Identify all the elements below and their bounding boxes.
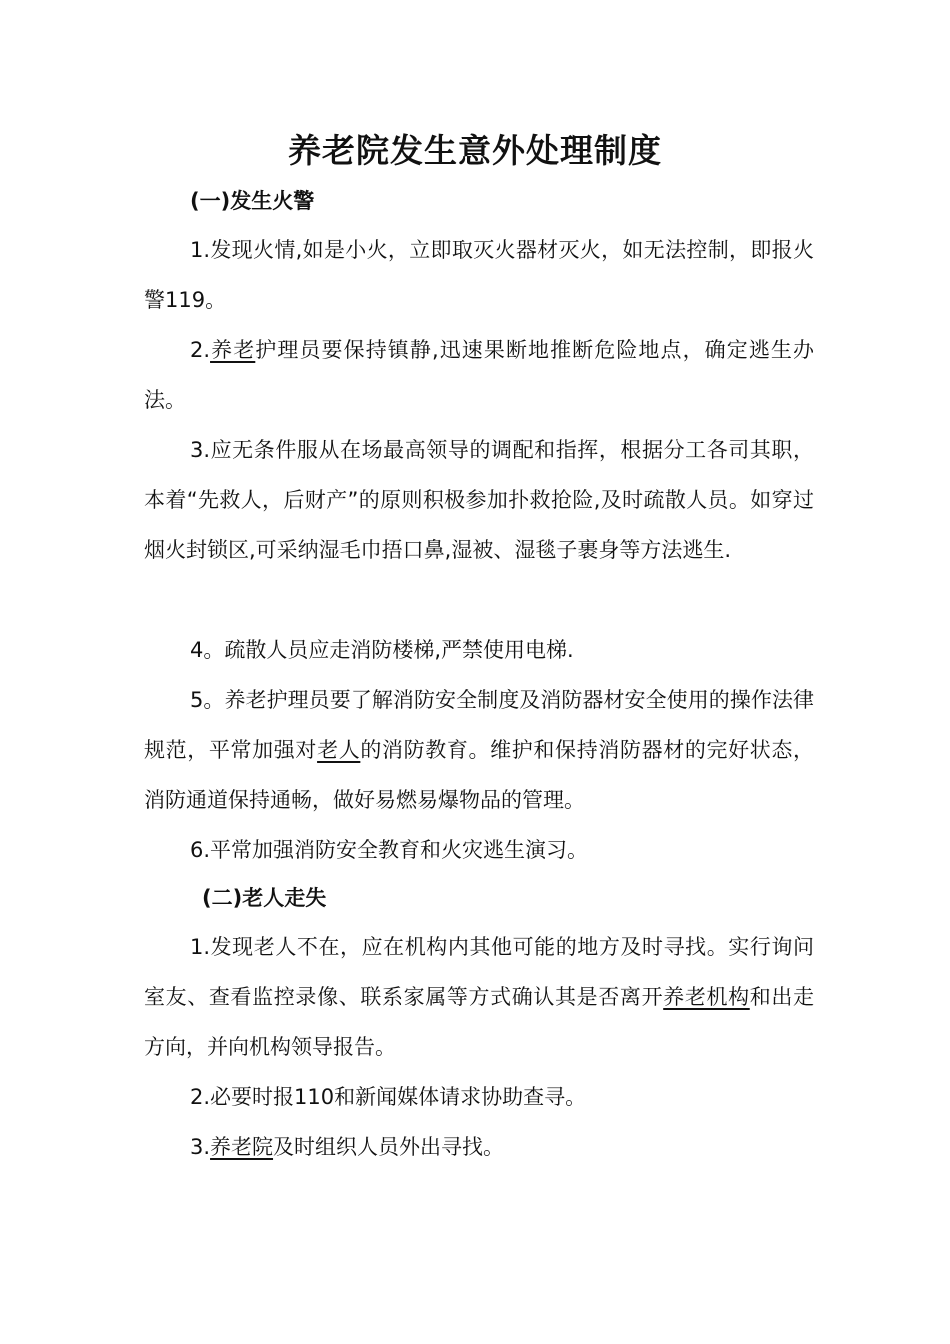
paragraph-fire-3: 3.应无条件服从在场最高领导的调配和指挥，根据分工各司其职，本着“先救人，后财产”的原则积极参加扑救抢险,及时疏散人员。如穿过烟火封锁区,可采纳湿毛巾捂口鼻,湿被、湿毯子裹身等方法逃生.	[144, 438, 814, 562]
paragraph-fire-5	[144, 675, 814, 825]
paragraph-fire-2	[144, 325, 814, 425]
paragraph-fire-6: 6.平常加强消防安全教育和火灾逃生演习。	[190, 838, 589, 862]
paragraph-fire-5-text-a: 5。养老护理员要了解消防安全制度及消防器材安全使用的操作法律规范，平常加强对	[144, 688, 814, 762]
paragraph-missing-1-text-a: 1.发现老人不在，应在机构内其他可能的地方及时寻找。实行询问室友、查看监控录像、联系家属等方式确认其是否离开	[144, 935, 814, 1009]
paragraph-missing-3	[144, 1122, 814, 1172]
paragraph-fire-2-prefix: 2.	[190, 338, 211, 362]
paragraph-missing-1	[144, 922, 814, 1072]
paragraph-missing-3-prefix: 3.	[190, 1135, 211, 1159]
paragraph-fire-4: 4。疏散人员应走消防楼梯,严禁使用电梯.	[190, 638, 574, 662]
paragraph-fire-5-text-c: 的消防教育。维护和保持消防器材的完好状态，消防通道保持通畅，做好易燃易爆物品的管理。	[144, 738, 815, 812]
link-laoren[interactable]: 老人	[317, 738, 361, 762]
section-heading-missing: (二)老人走失	[202, 886, 327, 910]
link-yanglaoyuan[interactable]: 养老院	[210, 1135, 274, 1159]
paragraph-missing-3-text: 及时组织人员外出寻找。	[273, 1135, 505, 1159]
link-yanglao[interactable]: 养老	[210, 338, 256, 362]
paragraph-fire-1: 1.发现火情,如是小火，立即取灭火器材灭火，如无法控制，即报火警119。	[144, 238, 814, 312]
link-yanglao-jigou[interactable]: 养老机构	[663, 985, 750, 1009]
paragraph-missing-2: 2.必要时报110和新闻媒体请求协助查寻。	[190, 1085, 587, 1109]
document-title: 养老院发生意外处理制度	[288, 131, 662, 170]
section-heading-fire: (一)发生火警	[190, 189, 315, 213]
paragraph-fire-2-text: 护理员要保持镇静,迅速果断地推断危险地点，确定逃生办法。	[144, 338, 814, 412]
paragraph-missing-1-text-c: 和出走方向，并向机构领导报告。	[144, 985, 815, 1059]
